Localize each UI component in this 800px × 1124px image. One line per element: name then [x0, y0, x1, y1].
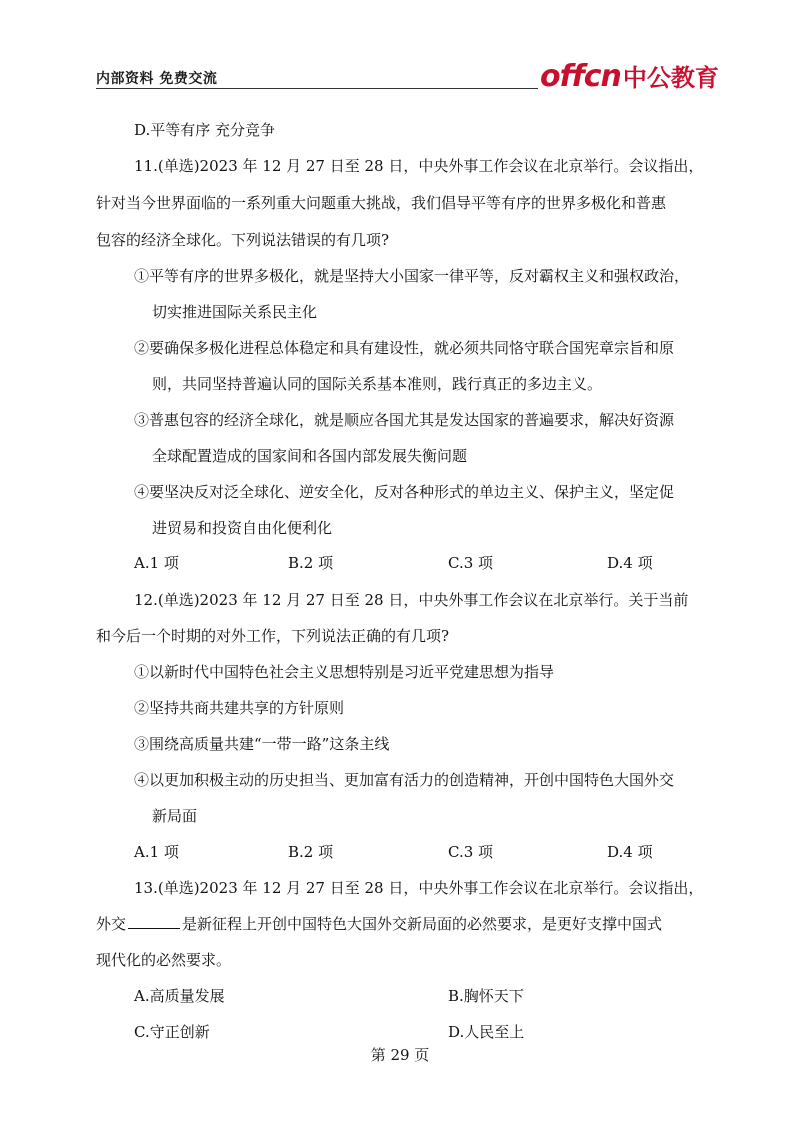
- q11-stem-line-3: 包容的经济全球化。下列说法错误的有几项?: [96, 231, 390, 249]
- q11-item-1-line-2: 切实推进国际关系民主化: [152, 303, 318, 321]
- q12-item-1: ①以新时代中国特色社会主义思想特别是习近平党建思想为指导: [134, 663, 555, 681]
- q12-item-4-line-1: ④以更加积极主动的历史担当、更加富有活力的创造精神，开创中国特色大国外交: [134, 771, 675, 789]
- q11-item-4-line-2: 进贸易和投资自由化便利化: [152, 519, 333, 537]
- q12-option-b: B.2 项: [288, 843, 334, 861]
- q12-option-c: C.3 项: [448, 843, 494, 861]
- q13-option-c: C.守正创新: [134, 1023, 210, 1041]
- q12-item-3: ③围绕高质量共建“一带一路”这条主线: [134, 735, 390, 753]
- header-rule: [96, 88, 538, 89]
- q13-stem-after-blank: 是新征程上开创中国特色大国外交新局面的必然要求，是更好支撑中国式: [182, 915, 663, 933]
- logo-chinese-text: 中公教育: [622, 64, 719, 92]
- offcn-logo: [540, 58, 719, 92]
- logo-latin-text: offcn: [540, 59, 621, 94]
- q12-stem-line-2: 和今后一个时期的对外工作，下列说法正确的有几项?: [96, 627, 450, 645]
- q11-item-2-line-1: ②要确保多极化进程总体稳定和具有建设性，就必须共同恪守联合国宪章宗旨和原: [134, 339, 675, 357]
- q11-stem-line-1: 11.(单选)2023 年 12 月 27 日至 28 日，中央外事工作会议在北京举行。会议指出，: [134, 157, 704, 175]
- q11-option-a: A.1 项: [134, 554, 179, 572]
- header-caption: 内部资料 免费交流: [96, 71, 218, 87]
- q11-option-d: D.4 项: [607, 554, 653, 572]
- q12-item-4-line-2: 新局面: [152, 807, 198, 825]
- q13-option-d: D.人民至上: [448, 1023, 525, 1041]
- prev-question-option-d: D.平等有序 充分竞争: [134, 121, 276, 139]
- q11-stem-line-2: 针对当今世界面临的一系列重大问题重大挑战，我们倡导平等有序的世界多极化和普惠: [96, 194, 667, 212]
- q13-stem-line-3: 现代化的必然要求。: [96, 951, 232, 969]
- fill-in-blank: [128, 914, 180, 929]
- q11-item-4-line-1: ④要坚决反对泛全球化、逆安全化，反对各种形式的单边主义、保护主义，坚定促: [134, 483, 675, 501]
- page-number: 第 29 页: [370, 1046, 430, 1064]
- q12-option-d: D.4 项: [607, 843, 653, 861]
- q11-option-b: B.2 项: [288, 554, 334, 572]
- q12-stem-line-1: 12.(单选)2023 年 12 月 27 日至 28 日，中央外事工作会议在北京举行。关于当前: [134, 591, 689, 609]
- q11-item-1-line-1: ①平等有序的世界多极化，就是坚持大小国家一律平等，反对霸权主义和强权政治，: [134, 267, 690, 285]
- q11-option-c: C.3 项: [448, 554, 494, 572]
- q11-item-3-line-1: ③普惠包容的经济全球化，就是顺应各国尤其是发达国家的普遍要求，解决好资源: [134, 411, 675, 429]
- q13-option-a: A.高质量发展: [134, 987, 225, 1005]
- q13-stem-line-2: [96, 914, 662, 934]
- q11-item-3-line-2: 全球配置造成的国家间和各国内部发展失衡问题: [152, 447, 468, 465]
- q12-option-a: A.1 项: [134, 843, 179, 861]
- q13-stem-line-1: 13.(单选)2023 年 12 月 27 日至 28 日，中央外事工作会议在北京举行。会议指出，: [134, 879, 704, 897]
- q13-option-b: B.胸怀天下: [448, 987, 524, 1005]
- q12-item-2: ②坚持共商共建共享的方针原则: [134, 699, 345, 717]
- q13-stem-before-blank: 外交: [96, 915, 127, 933]
- q11-item-2-line-2: 则，共同坚持普遍认同的国际关系基本准则，践行真正的多边主义。: [152, 375, 603, 393]
